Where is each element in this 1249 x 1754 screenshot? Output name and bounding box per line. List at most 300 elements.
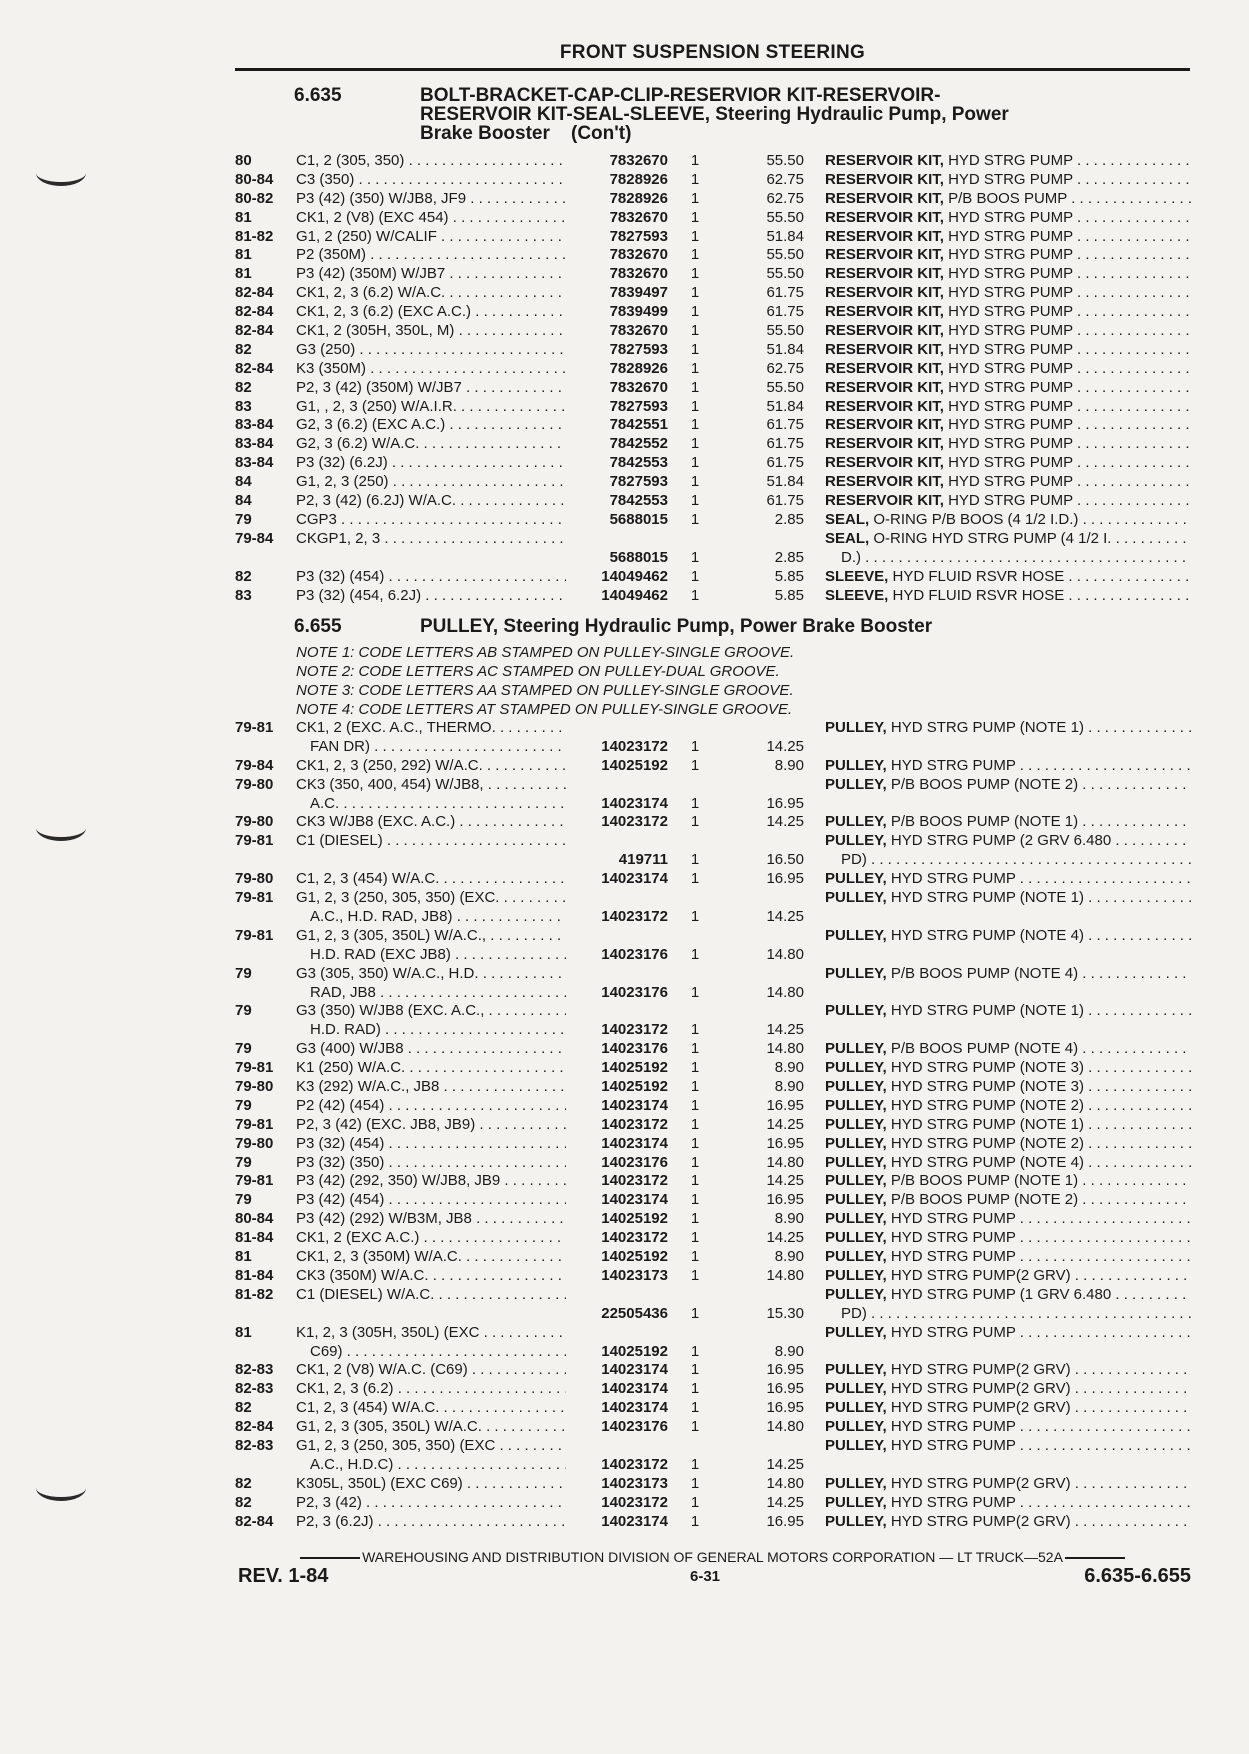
quantity: 1	[690, 359, 700, 377]
price: 5.85	[774, 586, 804, 604]
item-name: SEAL, O-RING HYD STRG PUMP (4 1/2 I. . . . D.) . . .	[825, 530, 1191, 568]
part-number: 14023174	[601, 1380, 668, 1398]
part-number: 14023172	[601, 1493, 668, 1511]
item-name: PULLEY, HYD STRG PUMP . . .	[825, 1418, 1191, 1437]
model-years: 79-80	[235, 775, 274, 793]
application-desc: CK1, 2, 3 (250, 292) W/A.C. . . .	[296, 757, 566, 776]
item-name: PULLEY, P/B BOOS PUMP (NOTE 4) . . .	[825, 965, 1191, 984]
model-years: 80-82	[235, 189, 274, 207]
price: 2.85	[774, 510, 804, 528]
item-name: RESERVOIR KIT, HYD STRG PUMP . . .	[825, 284, 1191, 303]
price: 61.75	[766, 454, 804, 472]
price: 14.80	[766, 1040, 804, 1058]
table-row	[0, 813, 1249, 832]
revision-label: REV. 1-84	[238, 1565, 329, 1587]
price: 14.25	[766, 1021, 804, 1039]
application-desc: CK1, 2 (EXC. A.C., THERMO. . . . FAN DR) . . .	[296, 719, 566, 757]
model-years: 83	[235, 397, 252, 415]
note: NOTE 3: CODE LETTERS AA STAMPED ON PULLEY-SINGLE GROOVE.	[296, 682, 794, 699]
table-row	[0, 1059, 1249, 1078]
application-desc: CK1, 2, 3 (6.2) . . .	[296, 1380, 566, 1399]
part-number: 14023174	[601, 1512, 668, 1530]
item-name: SLEEVE, HYD FLUID RSVR HOSE . . .	[825, 568, 1191, 587]
part-number: 14023173	[601, 1266, 668, 1284]
quantity: 1	[690, 340, 700, 358]
application-desc: P3 (32) (350) . . .	[296, 1154, 566, 1173]
quantity: 1	[690, 284, 700, 302]
application-desc: G3 (250) . . .	[296, 341, 566, 360]
price: 55.50	[766, 265, 804, 283]
item-name: PULLEY, HYD STRG PUMP(2 GRV) . . .	[825, 1380, 1191, 1399]
quantity: 1	[690, 378, 700, 396]
item-name: PULLEY, HYD STRG PUMP . . .	[825, 1494, 1191, 1513]
table-row	[0, 303, 1249, 322]
part-number: 7842552	[609, 435, 668, 453]
table-row	[0, 1172, 1249, 1191]
part-number: 7842553	[609, 454, 668, 472]
price: 61.75	[766, 416, 804, 434]
part-number: 7828926	[609, 359, 668, 377]
part-number: 7828926	[609, 170, 668, 188]
table-row	[0, 284, 1249, 303]
item-name: SEAL, O-RING P/B BOOS (4 1/2 I.D.) . . .	[825, 511, 1191, 530]
price: 14.25	[766, 1493, 804, 1511]
table-row	[0, 265, 1249, 284]
quantity: 1	[690, 322, 700, 340]
table-row	[0, 246, 1249, 265]
price: 14.25	[766, 737, 804, 755]
model-years: 81	[235, 1323, 252, 1341]
application-desc: CK1, 2, 3 (6.2) (EXC A.C.) . . .	[296, 303, 566, 322]
application-desc: K1 (250) W/A.C. . . .	[296, 1059, 566, 1078]
header-rule	[235, 68, 1190, 71]
table-row	[0, 1418, 1249, 1437]
item-name: PULLEY, HYD STRG PUMP (NOTE 2) . . .	[825, 1097, 1191, 1116]
price: 51.84	[766, 227, 804, 245]
model-years: 79-84	[235, 756, 274, 774]
item-name: RESERVOIR KIT, HYD STRG PUMP . . .	[825, 473, 1191, 492]
table-row	[0, 1399, 1249, 1418]
model-years: 82-84	[235, 1512, 274, 1530]
quantity: 1	[690, 1134, 700, 1152]
quantity: 1	[690, 1418, 700, 1436]
model-years: 81	[235, 1248, 252, 1266]
item-name: PULLEY, HYD STRG PUMP (NOTE 1) . . .	[825, 1116, 1191, 1135]
quantity: 1	[690, 1229, 700, 1247]
item-name: RESERVOIR KIT, HYD STRG PUMP . . .	[825, 341, 1191, 360]
application-desc: P2, 3 (42) (EXC. JB8, JB9) . . .	[296, 1116, 566, 1135]
quantity: 1	[690, 1266, 700, 1284]
table-row	[0, 1229, 1249, 1248]
model-years: 82	[235, 378, 252, 396]
price: 8.90	[774, 1342, 804, 1360]
part-number: 7842553	[609, 492, 668, 510]
model-years: 79	[235, 1191, 252, 1209]
quantity: 1	[690, 1380, 700, 1398]
table-row	[0, 435, 1249, 454]
model-years: 79	[235, 1096, 252, 1114]
model-years: 79	[235, 964, 252, 982]
table-row	[0, 1078, 1249, 1097]
model-years: 79-81	[235, 832, 274, 850]
application-desc: C1 (DIESEL) W/A.C. . . .	[296, 1286, 566, 1305]
application-desc: P3 (42) (454) . . .	[296, 1191, 566, 1210]
quantity: 1	[690, 1172, 700, 1190]
price: 61.75	[766, 303, 804, 321]
quantity: 1	[690, 813, 700, 831]
model-years: 82-84	[235, 284, 274, 302]
quantity: 1	[690, 170, 700, 188]
item-name: PULLEY, HYD STRG PUMP (NOTE 3) . . .	[825, 1078, 1191, 1097]
table-row	[0, 416, 1249, 435]
model-years: 81-84	[235, 1229, 274, 1247]
application-desc: P2, 3 (42) . . .	[296, 1494, 566, 1513]
item-name: RESERVOIR KIT, HYD STRG PUMP . . .	[825, 454, 1191, 473]
part-number: 14023176	[601, 945, 668, 963]
quantity: 1	[690, 416, 700, 434]
model-years: 79-80	[235, 813, 274, 831]
quantity: 1	[690, 851, 700, 869]
model-years: 84	[235, 492, 252, 510]
item-name: RESERVOIR KIT, HYD STRG PUMP . . .	[825, 209, 1191, 228]
part-number: 14049462	[601, 586, 668, 604]
application-desc: CK3 W/JB8 (EXC. A.C.) . . .	[296, 813, 566, 832]
item-name: RESERVOIR KIT, HYD STRG PUMP . . .	[825, 416, 1191, 435]
price: 8.90	[774, 1248, 804, 1266]
price: 14.25	[766, 1115, 804, 1133]
item-name: RESERVOIR KIT, HYD STRG PUMP . . .	[825, 246, 1191, 265]
table-row	[0, 398, 1249, 417]
section-number: 6.635	[294, 85, 342, 106]
price: 16.95	[766, 1191, 804, 1209]
table-row	[0, 473, 1249, 492]
quantity: 1	[690, 1455, 700, 1473]
application-desc: P3 (32) (454, 6.2J) . . .	[296, 587, 566, 606]
model-years: 79-81	[235, 1115, 274, 1133]
application-desc: CK1, 2, 3 (350M) W/A.C. . . .	[296, 1248, 566, 1267]
model-years: 81	[235, 246, 252, 264]
item-name: PULLEY, HYD STRG PUMP (NOTE 2) . . .	[825, 1135, 1191, 1154]
item-name: PULLEY, HYD STRG PUMP(2 GRV) . . .	[825, 1399, 1191, 1418]
table-row	[0, 1494, 1249, 1513]
part-number: 14023172	[601, 907, 668, 925]
section-6635-table	[0, 152, 1249, 605]
table-row	[0, 568, 1249, 587]
price: 55.50	[766, 152, 804, 169]
table-row	[0, 530, 1249, 568]
item-name: RESERVOIR KIT, HYD STRG PUMP . . .	[825, 152, 1191, 171]
item-name: PULLEY, HYD STRG PUMP (NOTE 1) . . .	[825, 719, 1191, 738]
model-years: 83-84	[235, 416, 274, 434]
application-desc: CKGP1, 2, 3 . . .	[296, 530, 566, 549]
table-row	[0, 1154, 1249, 1173]
part-number: 14049462	[601, 567, 668, 585]
part-number: 14023174	[601, 1361, 668, 1379]
quantity: 1	[690, 208, 700, 226]
table-row	[0, 152, 1249, 171]
model-years: 82-84	[235, 322, 274, 340]
part-number: 14023172	[601, 1455, 668, 1473]
item-name: RESERVOIR KIT, HYD STRG PUMP . . .	[825, 303, 1191, 322]
table-row	[0, 1191, 1249, 1210]
table-row	[0, 1210, 1249, 1229]
table-row	[0, 379, 1249, 398]
application-desc: P3 (32) (454) . . .	[296, 1135, 566, 1154]
item-name: PULLEY, P/B BOOS PUMP (NOTE 2) . . .	[825, 776, 1191, 795]
application-desc: P3 (32) (6.2J) . . .	[296, 454, 566, 473]
table-row	[0, 889, 1249, 927]
part-number: 7828926	[609, 189, 668, 207]
item-name: RESERVOIR KIT, HYD STRG PUMP . . .	[825, 360, 1191, 379]
application-desc: P3 (42) (350M) W/JB7 . . .	[296, 265, 566, 284]
table-row	[0, 1040, 1249, 1059]
part-number: 7827593	[609, 227, 668, 245]
quantity: 1	[690, 1191, 700, 1209]
price: 8.90	[774, 1059, 804, 1077]
quantity: 1	[690, 1342, 700, 1360]
quantity: 1	[690, 548, 700, 566]
item-name: PULLEY, HYD STRG PUMP (NOTE 4) . . .	[825, 927, 1191, 946]
part-number: 22505436	[601, 1304, 668, 1322]
item-name: PULLEY, HYD STRG PUMP (1 GRV 6.480 . . . PD) . . .	[825, 1286, 1191, 1324]
application-desc: G1, 2, 3 (305, 350L) W/A.C., . . . H.D. RAD (EXC JB8) . . .	[296, 927, 566, 965]
model-years: 82	[235, 567, 252, 585]
table-row	[0, 1513, 1249, 1532]
application-desc: C3 (350) . . .	[296, 171, 566, 190]
application-desc: K3 (350M) . . .	[296, 360, 566, 379]
part-number: 7832670	[609, 378, 668, 396]
part-number: 7832670	[609, 208, 668, 226]
table-row	[0, 1097, 1249, 1116]
application-desc: CK1, 2, 3 (6.2) W/A.C. . . .	[296, 284, 566, 303]
quantity: 1	[690, 1153, 700, 1171]
price: 14.80	[766, 1153, 804, 1171]
application-desc: G1, 2 (250) W/CALIF . . .	[296, 228, 566, 247]
application-desc: CK3 (350, 400, 454) W/JB8, . . . A.C. . . .	[296, 776, 566, 814]
item-name: PULLEY, P/B BOOS PUMP (NOTE 4) . . .	[825, 1040, 1191, 1059]
quantity: 1	[690, 454, 700, 472]
table-row	[0, 757, 1249, 776]
application-desc: G3 (305, 350) W/A.C., H.D. . . . RAD, JB8 . . .	[296, 965, 566, 1003]
model-years: 82	[235, 340, 252, 358]
table-row	[0, 1324, 1249, 1362]
price: 55.50	[766, 322, 804, 340]
part-number: 14023174	[601, 1096, 668, 1114]
item-name: PULLEY, HYD STRG PUMP . . .	[825, 1437, 1191, 1456]
quantity: 1	[690, 870, 700, 888]
model-years: 79	[235, 1153, 252, 1171]
section-range: 6.635-6.655	[1084, 1565, 1191, 1587]
application-desc: K3 (292) W/A.C., JB8 . . .	[296, 1078, 566, 1097]
price: 8.90	[774, 756, 804, 774]
price: 16.95	[766, 1361, 804, 1379]
table-row	[0, 190, 1249, 209]
model-years: 83	[235, 586, 252, 604]
quantity: 1	[690, 756, 700, 774]
quantity: 1	[690, 794, 700, 812]
application-desc: P3 (42) (292) W/B3M, JB8 . . .	[296, 1210, 566, 1229]
part-number: 14025192	[601, 1210, 668, 1228]
table-row	[0, 965, 1249, 1003]
model-years: 83-84	[235, 454, 274, 472]
model-years: 79-80	[235, 1134, 274, 1152]
model-years: 79-84	[235, 529, 274, 547]
quantity: 1	[690, 1493, 700, 1511]
price: 62.75	[766, 170, 804, 188]
page-header: FRONT SUSPENSION STEERING	[559, 42, 866, 63]
price: 8.90	[774, 1078, 804, 1096]
application-desc: G3 (350) W/JB8 (EXC. A.C., . . . H.D. RAD) . . .	[296, 1002, 566, 1040]
notes-block	[296, 643, 794, 719]
page-number: 6-31	[690, 1568, 721, 1585]
model-years: 79-81	[235, 719, 274, 736]
price: 51.84	[766, 473, 804, 491]
item-name: PULLEY, HYD STRG PUMP(2 GRV) . . .	[825, 1513, 1191, 1532]
price: 16.95	[766, 870, 804, 888]
model-years: 79-81	[235, 1172, 274, 1190]
price: 61.75	[766, 435, 804, 453]
model-years: 82	[235, 1493, 252, 1511]
item-name: RESERVOIR KIT, HYD STRG PUMP . . .	[825, 171, 1191, 190]
item-name: PULLEY, HYD STRG PUMP . . .	[825, 1248, 1191, 1267]
item-name: PULLEY, P/B BOOS PUMP (NOTE 1) . . .	[825, 1172, 1191, 1191]
price: 55.50	[766, 246, 804, 264]
table-row	[0, 171, 1249, 190]
application-desc: CGP3 . . .	[296, 511, 566, 530]
quantity: 1	[690, 189, 700, 207]
model-years: 82-83	[235, 1361, 274, 1379]
application-desc: P3 (42) (350) W/JB8, JF9 . . .	[296, 190, 566, 209]
footer-publisher-line: WAREHOUSING AND DISTRIBUTION DIVISION OF GENERAL MOTORS CORPORATION — LT TRUCK—52A	[235, 1549, 1190, 1565]
item-name: PULLEY, HYD STRG PUMP (NOTE 1) . . .	[825, 1002, 1191, 1021]
part-number: 14023172	[601, 813, 668, 831]
part-number: 14023174	[601, 1134, 668, 1152]
model-years: 80	[235, 152, 252, 169]
application-desc: G3 (400) W/JB8 . . .	[296, 1040, 566, 1059]
quantity: 1	[690, 1115, 700, 1133]
table-row	[0, 1135, 1249, 1154]
price: 5.85	[774, 567, 804, 585]
item-name: RESERVOIR KIT, P/B BOOS PUMP . . .	[825, 190, 1191, 209]
quantity: 1	[690, 397, 700, 415]
model-years: 80-84	[235, 1210, 274, 1228]
application-desc: K305L, 350L) (EXC C69) . . .	[296, 1475, 566, 1494]
quantity: 1	[690, 586, 700, 604]
part-number: 14025192	[601, 756, 668, 774]
item-name: PULLEY, HYD STRG PUMP . . .	[825, 757, 1191, 776]
part-number: 14023174	[601, 794, 668, 812]
price: 62.75	[766, 189, 804, 207]
note: NOTE 1: CODE LETTERS AB STAMPED ON PULLEY-SINGLE GROOVE.	[296, 644, 795, 661]
model-years: 81	[235, 208, 252, 226]
table-row	[0, 322, 1249, 341]
table-row	[0, 360, 1249, 379]
part-number: 14023174	[601, 870, 668, 888]
table-row	[0, 1248, 1249, 1267]
price: 16.95	[766, 1399, 804, 1417]
price: 16.95	[766, 794, 804, 812]
quantity: 1	[690, 1304, 700, 1322]
quantity: 1	[690, 246, 700, 264]
price: 62.75	[766, 359, 804, 377]
table-row	[0, 1475, 1249, 1494]
part-number: 14023176	[601, 983, 668, 1001]
application-desc: P3 (42) (292, 350) W/JB8, JB9 . . .	[296, 1172, 566, 1191]
quantity: 1	[690, 265, 700, 283]
quantity: 1	[690, 1040, 700, 1058]
table-row	[0, 870, 1249, 889]
model-years: 81-84	[235, 1266, 274, 1284]
section-title: BOLT-BRACKET-CAP-CLIP-RESERVIOR KIT-RESERVOIR- RESERVOIR KIT-SEAL-SLEEVE, Steering Hydraulic Pump, Power Brake Booster (Con't)	[420, 85, 1009, 144]
price: 14.25	[766, 1172, 804, 1190]
model-years: 82-84	[235, 359, 274, 377]
application-desc: G1, 2, 3 (250) . . .	[296, 473, 566, 492]
item-name: RESERVOIR KIT, HYD STRG PUMP . . .	[825, 435, 1191, 454]
model-years: 79-81	[235, 889, 274, 907]
item-name: PULLEY, HYD STRG PUMP . . .	[825, 1324, 1191, 1343]
model-years: 79-80	[235, 1078, 274, 1096]
quantity: 1	[690, 737, 700, 755]
model-years: 79	[235, 1002, 252, 1020]
part-number: 14023176	[601, 1418, 668, 1436]
table-row	[0, 776, 1249, 814]
part-number: 14025192	[601, 1059, 668, 1077]
part-number: 14023172	[601, 1172, 668, 1190]
table-row	[0, 511, 1249, 530]
model-years: 79-81	[235, 1059, 274, 1077]
quantity: 1	[690, 1399, 700, 1417]
model-years: 81-82	[235, 1285, 274, 1303]
part-number: 14025192	[601, 1078, 668, 1096]
part-number: 14023174	[601, 1191, 668, 1209]
price: 15.30	[766, 1304, 804, 1322]
table-row	[0, 1267, 1249, 1286]
quantity: 1	[690, 1361, 700, 1379]
application-desc: C1, 2, 3 (454) W/A.C. . . .	[296, 1399, 566, 1418]
item-name: RESERVOIR KIT, HYD STRG PUMP . . .	[825, 492, 1191, 511]
model-years: 81	[235, 265, 252, 283]
table-row	[0, 1286, 1249, 1324]
item-name: PULLEY, HYD STRG PUMP . . .	[825, 1229, 1191, 1248]
part-number: 14023172	[601, 737, 668, 755]
application-desc: CK1, 2 (V8) W/A.C. (C69) . . .	[296, 1361, 566, 1380]
price: 14.25	[766, 1229, 804, 1247]
quantity: 1	[690, 473, 700, 491]
application-desc: C1, 2, 3 (454) W/A.C. . . .	[296, 870, 566, 889]
price: 51.84	[766, 397, 804, 415]
price: 61.75	[766, 492, 804, 510]
quantity: 1	[690, 1021, 700, 1039]
application-desc: P2 (42) (454) . . .	[296, 1097, 566, 1116]
table-row	[0, 1002, 1249, 1040]
quantity: 1	[690, 152, 700, 169]
quantity: 1	[690, 907, 700, 925]
part-number: 14023176	[601, 1153, 668, 1171]
price: 51.84	[766, 340, 804, 358]
part-number: 7832670	[609, 265, 668, 283]
application-desc: G1, 2, 3 (250, 305, 350) (EXC . . . A.C., H.D.C) . . .	[296, 1437, 566, 1475]
quantity: 1	[690, 1096, 700, 1114]
part-number: 14025192	[601, 1342, 668, 1360]
price: 14.25	[766, 907, 804, 925]
quantity: 1	[690, 303, 700, 321]
table-row	[0, 587, 1249, 606]
part-number: 7827593	[609, 473, 668, 491]
part-number: 7839499	[609, 303, 668, 321]
application-desc: K1, 2, 3 (305H, 350L) (EXC . . . C69) . . .	[296, 1324, 566, 1362]
item-name: RESERVOIR KIT, HYD STRG PUMP . . .	[825, 228, 1191, 247]
model-years: 79	[235, 1040, 252, 1058]
